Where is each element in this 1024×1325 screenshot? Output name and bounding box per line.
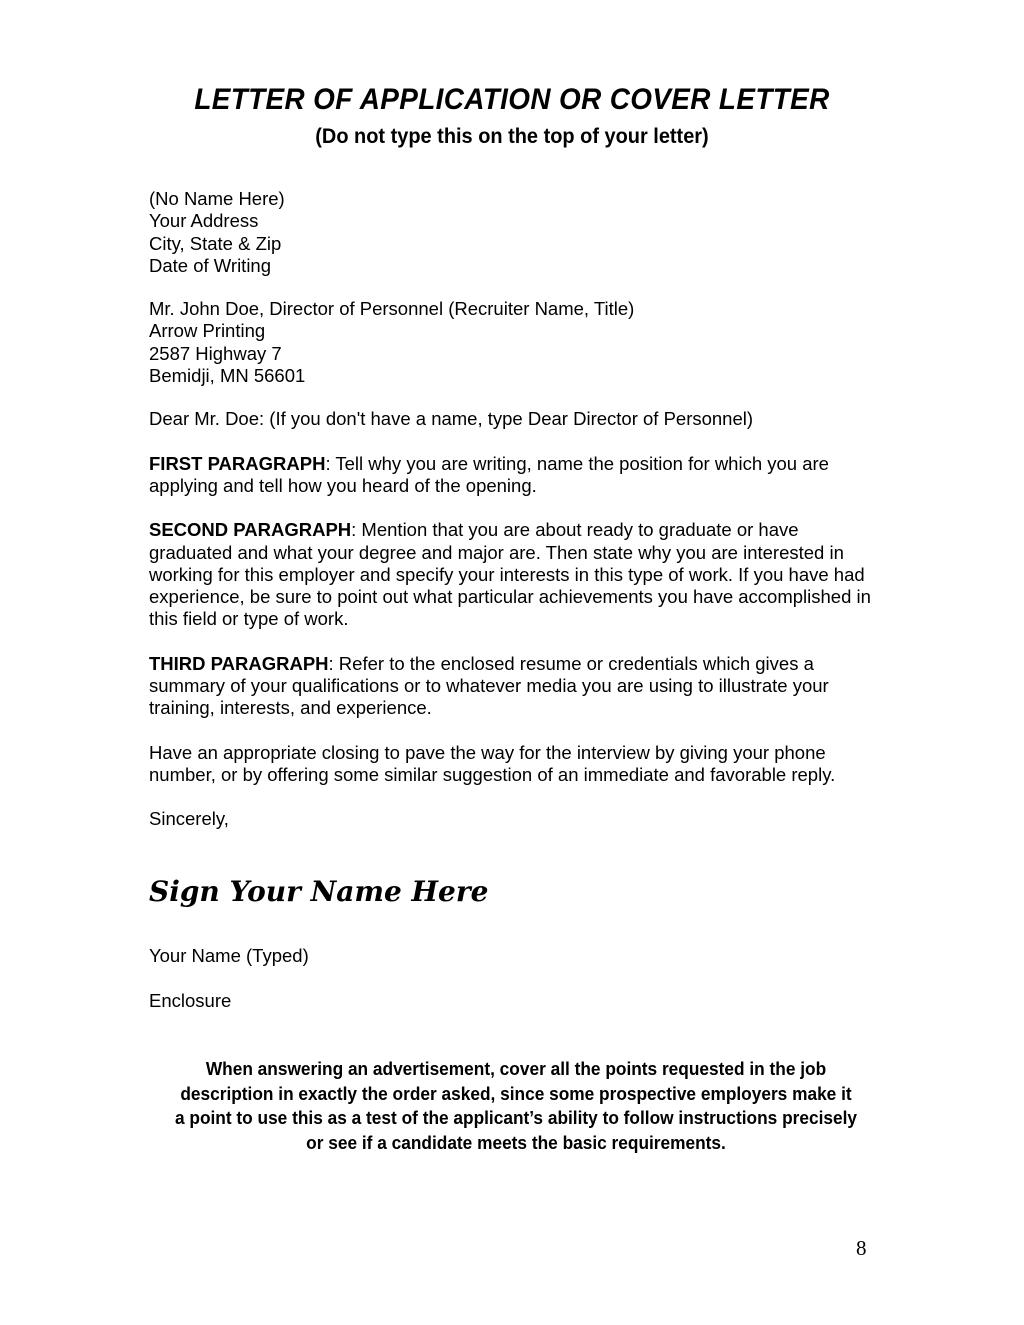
footnote-advice: When answering an advertisement, cover all the points requested in the job description in exactly the order asked, since some prospective employers make it a point to use this as a test of the applicant’s ability to follow instructions precisely or see if a candidate meets the basic requirements.: [174, 1059, 858, 1153]
page-number: 8: [856, 1236, 867, 1260]
spacer: [149, 968, 875, 990]
sender-line-2: Your Address: [149, 210, 259, 232]
paragraph-second-text: : Mention that you are about ready to graduate or have graduated and what your degree and major are. Then state why you are interested in working for this employer and specify your interests in this type of work. If you have had experience, be sure to point out what particular achievements you have accomplished in this field or type of work.: [149, 519, 871, 630]
page-subtitle: (Do not type this on the top of your letter): [315, 125, 709, 148]
spacer: [149, 907, 875, 945]
sender-address-block: [149, 188, 875, 277]
spacer: [149, 497, 875, 519]
page-title: LETTER OF APPLICATION OR COVER LETTER: [194, 83, 830, 116]
paragraph-second-label: SECOND PARAGRAPH: [149, 519, 352, 541]
spacer: [149, 786, 875, 808]
paragraph-first: [149, 453, 875, 498]
recipient-line-2: Arrow Printing: [149, 320, 266, 342]
sender-line-3: City, State & Zip: [149, 232, 282, 254]
spacer: [149, 431, 875, 453]
spacer: [149, 831, 875, 877]
paragraph-third-label: THIRD PARAGRAPH: [149, 652, 329, 674]
paragraph-third: [149, 653, 875, 720]
sender-line-1: (No Name Here): [149, 188, 285, 209]
paragraph-third-text: : Refer to the enclosed resume or credentials which gives a summary of your qualifications or to whatever media you are using to illustrate your training, interests, and experience.: [149, 652, 829, 719]
salutation: Dear Mr. Doe: (If you don't have a name, type Dear Director of Personnel): [149, 408, 754, 430]
recipient-line-3: 2587 Highway 7: [149, 342, 282, 364]
spacer: [149, 277, 875, 298]
complimentary-close: Sincerely,: [149, 808, 229, 830]
spacer: [149, 387, 875, 408]
paragraph-second: [149, 519, 875, 630]
letter-body: [149, 188, 875, 1012]
recipient-line-1: Mr. John Doe, Director of Personnel (Recruiter Name, Title): [149, 298, 635, 320]
paragraph-first-label: FIRST PARAGRAPH: [149, 452, 326, 474]
paragraph-first-text: : Tell why you are writing, name the position for which you are applying and tell how you heard of the opening.: [149, 452, 829, 496]
typed-name: Your Name (Typed): [149, 945, 309, 967]
recipient-address-block: [149, 298, 875, 387]
spacer: [149, 631, 875, 653]
enclosure-notation: Enclosure: [149, 989, 232, 1011]
paragraph-closing-advice: Have an appropriate closing to pave the way for the interview by giving your phone number, or by offering some similar suggestion of an immediate and favorable reply.: [149, 741, 836, 785]
spacer: [149, 720, 875, 742]
signature-line: Sign Your Name Here: [149, 874, 489, 908]
sender-line-4: Date of Writing: [149, 254, 272, 276]
recipient-line-4: Bemidji, MN 56601: [149, 365, 306, 387]
